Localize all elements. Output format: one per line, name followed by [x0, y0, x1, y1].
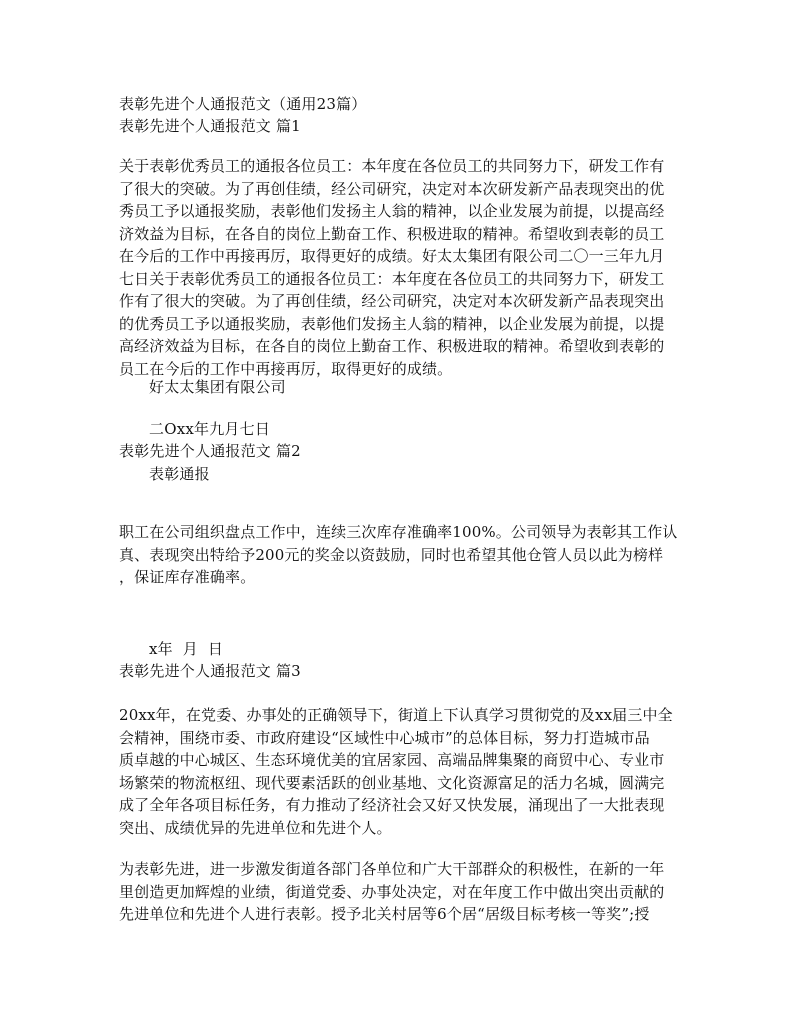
article-2-subtitle: 表彰通报 — [149, 465, 210, 483]
company-signature: 好太太集团有限公司 — [149, 378, 286, 396]
document-title: 表彰先进个人通报范文（通用23篇） — [119, 95, 367, 113]
body-line: 职工在公司组织盘点工作中，连续三次库存准确率100%。公司领导为表彰其工作认 — [119, 523, 678, 541]
article-3-heading: 表彰先进个人通报范文 篇3 — [119, 662, 301, 680]
body-line: 作有了很大的突破。为了再创佳绩，经公司研究，决定对本次研发新产品表现突出 — [119, 292, 665, 310]
body-line: 突出、成绩优异的先进单位和先进个人。 — [119, 818, 392, 837]
article-1-heading: 表彰先进个人通报范文 篇1 — [119, 117, 301, 135]
body-line: 会精神，围绕市委、市政府建设“区域性中心城市”的总体目标，努力打造城市品 — [119, 728, 650, 747]
article-2-heading: 表彰先进个人通报范文 篇2 — [119, 442, 301, 460]
body-line: 先进单位和先进个人进行表彰。授予北关村居等6个居“居级目标考核一等奖”;授 — [119, 905, 650, 923]
body-line: 成了全年各项目标任务，有力推动了经济社会又好又快发展，涌现出了一大批表现 — [119, 796, 665, 814]
body-line: 关于表彰优秀员工的通报各位员工：本年度在各位员工的共同努力下，研发工作有 — [119, 157, 665, 175]
article-3-body-2 — [119, 858, 685, 926]
article-1-body — [119, 155, 685, 380]
body-line: 的优秀员工予以通报奖励，表彰他们发扬主人翁的精神，以企业发展为前提，以提 — [119, 314, 665, 333]
body-line: 为表彰先进，进一步激发街道各部门各单位和广大干部群众的积极性，在新的一年 — [119, 860, 665, 878]
body-line: 20xx年，在党委、办事处的正确领导下，街道上下认真学习贯彻党的及xx届三中全 — [119, 706, 673, 724]
body-line: 七日关于表彰优秀员工的通报各位员工：本年度在各位员工的共同努力下，研发工 — [119, 269, 665, 288]
body-line: 里创造更加辉煌的业绩，街道党委、办事处决定，对在年度工作中做出突出贡献的 — [119, 882, 665, 901]
body-line: 秀员工予以通报奖励，表彰他们发扬主人翁的精神，以企业发展为前提，以提高经 — [119, 202, 665, 220]
article-2-date: x年 月 日 — [149, 640, 224, 658]
body-line: 质卓越的中心城区、生态环境优美的宜居家园、高端品牌集聚的商贸中心、专业市 — [119, 751, 665, 769]
signature-date: 二Oxx年九月七日 — [149, 420, 271, 438]
body-line: 济效益为目标，在各自的岗位上勤奋工作、积极进取的精神。希望收到表彰的员工 — [119, 224, 665, 243]
body-line: 高经济效益为目标，在各自的岗位上勤奋工作、积极进取的精神。希望收到表彰的 — [119, 337, 665, 355]
body-line: 真、表现突出特给予200元的奖金以资鼓励，同时也希望其他仓管人员以此为榜样 — [119, 545, 664, 564]
body-line: 场繁荣的物流枢纽、现代要素活跃的创业基地、文化资源富足的活力名城，圆满完 — [119, 773, 665, 792]
body-line: 在今后的工作中再接再厉，取得更好的成绩。好太太集团有限公司二〇一三年九月 — [119, 247, 665, 265]
body-line: 员工在今后的工作中再接再厉，取得更好的成绩。 — [119, 359, 453, 378]
article-2-body — [119, 521, 685, 589]
body-line: ，保证库存准确率。 — [119, 568, 256, 586]
article-3-body — [119, 704, 685, 839]
body-line: 了很大的突破。为了再创佳绩，经公司研究，决定对本次研发新产品表现突出的优 — [119, 179, 665, 198]
